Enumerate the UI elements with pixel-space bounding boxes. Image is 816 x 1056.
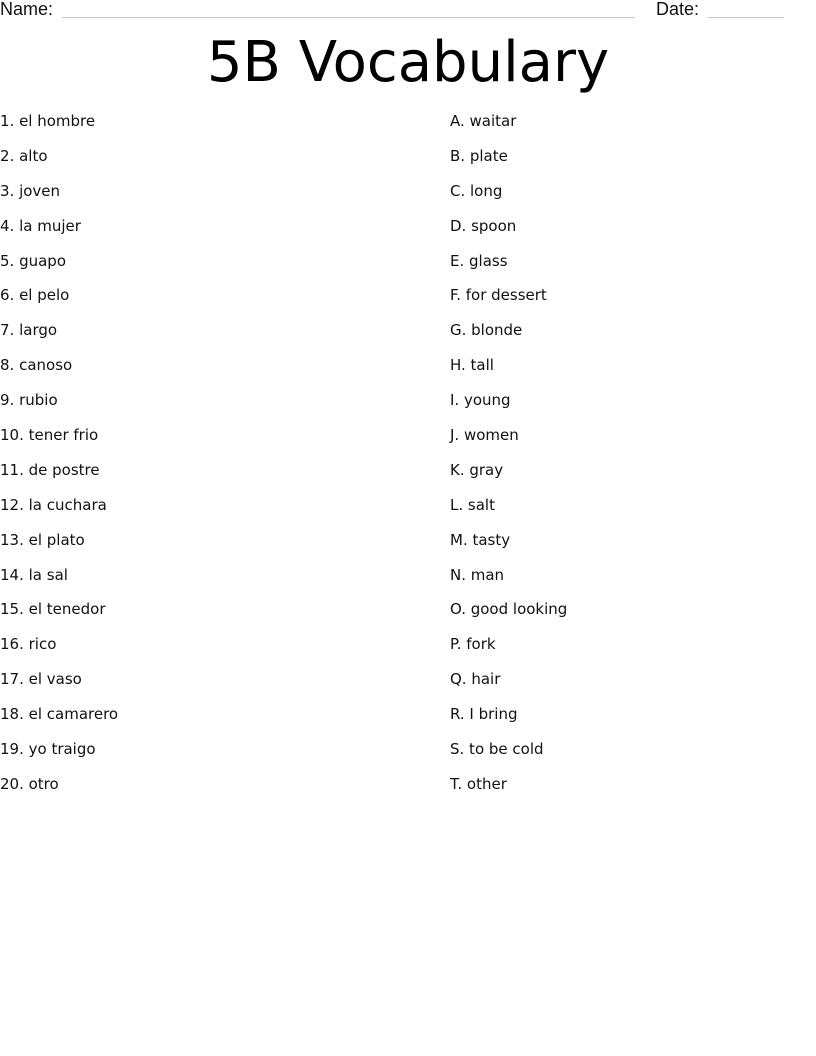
term-item: 1. el hombre xyxy=(0,112,96,130)
definition-item: K. gray xyxy=(450,460,504,479)
term-item: 8. canoso xyxy=(0,356,73,375)
term-item: 19. yo traigo xyxy=(0,740,96,759)
definition-item: R. I bring xyxy=(450,705,518,724)
term-item: 17. el vaso xyxy=(0,670,82,689)
term-item: 13. el plato xyxy=(0,530,85,549)
name-label: Name: xyxy=(0,0,54,19)
definition-item: G. blonde xyxy=(450,321,523,340)
definition-item: D. spoon xyxy=(450,216,517,235)
definition-item: N. man xyxy=(450,565,505,584)
definition-item: T. other xyxy=(450,774,507,793)
definition-item: A. waitar xyxy=(450,112,517,130)
definition-item: E. glass xyxy=(450,251,508,270)
definition-item: S. to be cold xyxy=(450,740,544,759)
term-item: 15. el tenedor xyxy=(0,600,106,619)
definition-item: I. young xyxy=(450,391,511,410)
term-item: 11. de postre xyxy=(0,460,100,479)
term-item: 4. la mujer xyxy=(0,216,81,235)
definitions-list xyxy=(450,109,810,807)
term-item: 3. joven xyxy=(0,181,61,200)
term-item: 14. la sal xyxy=(0,565,68,584)
definition-item: Q. hair xyxy=(450,670,501,689)
page-title: 5B Vocabulary xyxy=(206,30,610,95)
definition-item: O. good looking xyxy=(450,600,568,619)
term-item: 20. otro xyxy=(0,774,59,793)
definition-item: M. tasty xyxy=(450,530,511,549)
definition-item: L. salt xyxy=(450,495,495,514)
terms-list xyxy=(0,109,430,807)
term-item: 2. alto xyxy=(0,146,48,165)
definition-item: J. women xyxy=(450,426,519,445)
term-item: 12. la cuchara xyxy=(0,495,107,514)
definition-item: P. fork xyxy=(450,635,496,654)
term-item: 10. tener frio xyxy=(0,426,99,445)
worksheet-header xyxy=(0,0,816,24)
date-blank-line xyxy=(708,17,784,18)
definition-item: B. plate xyxy=(450,146,508,165)
term-item: 5. guapo xyxy=(0,251,66,270)
name-blank-line xyxy=(62,17,635,18)
term-item: 9. rubio xyxy=(0,391,58,410)
definition-item: C. long xyxy=(450,181,503,200)
term-item: 16. rico xyxy=(0,635,57,654)
definition-item: H. tall xyxy=(450,356,494,375)
term-item: 7. largo xyxy=(0,321,58,340)
term-item: 18. el camarero xyxy=(0,705,119,724)
definition-item: F. for dessert xyxy=(450,286,547,305)
term-item: 6. el pelo xyxy=(0,286,70,305)
date-label: Date: xyxy=(656,0,700,19)
